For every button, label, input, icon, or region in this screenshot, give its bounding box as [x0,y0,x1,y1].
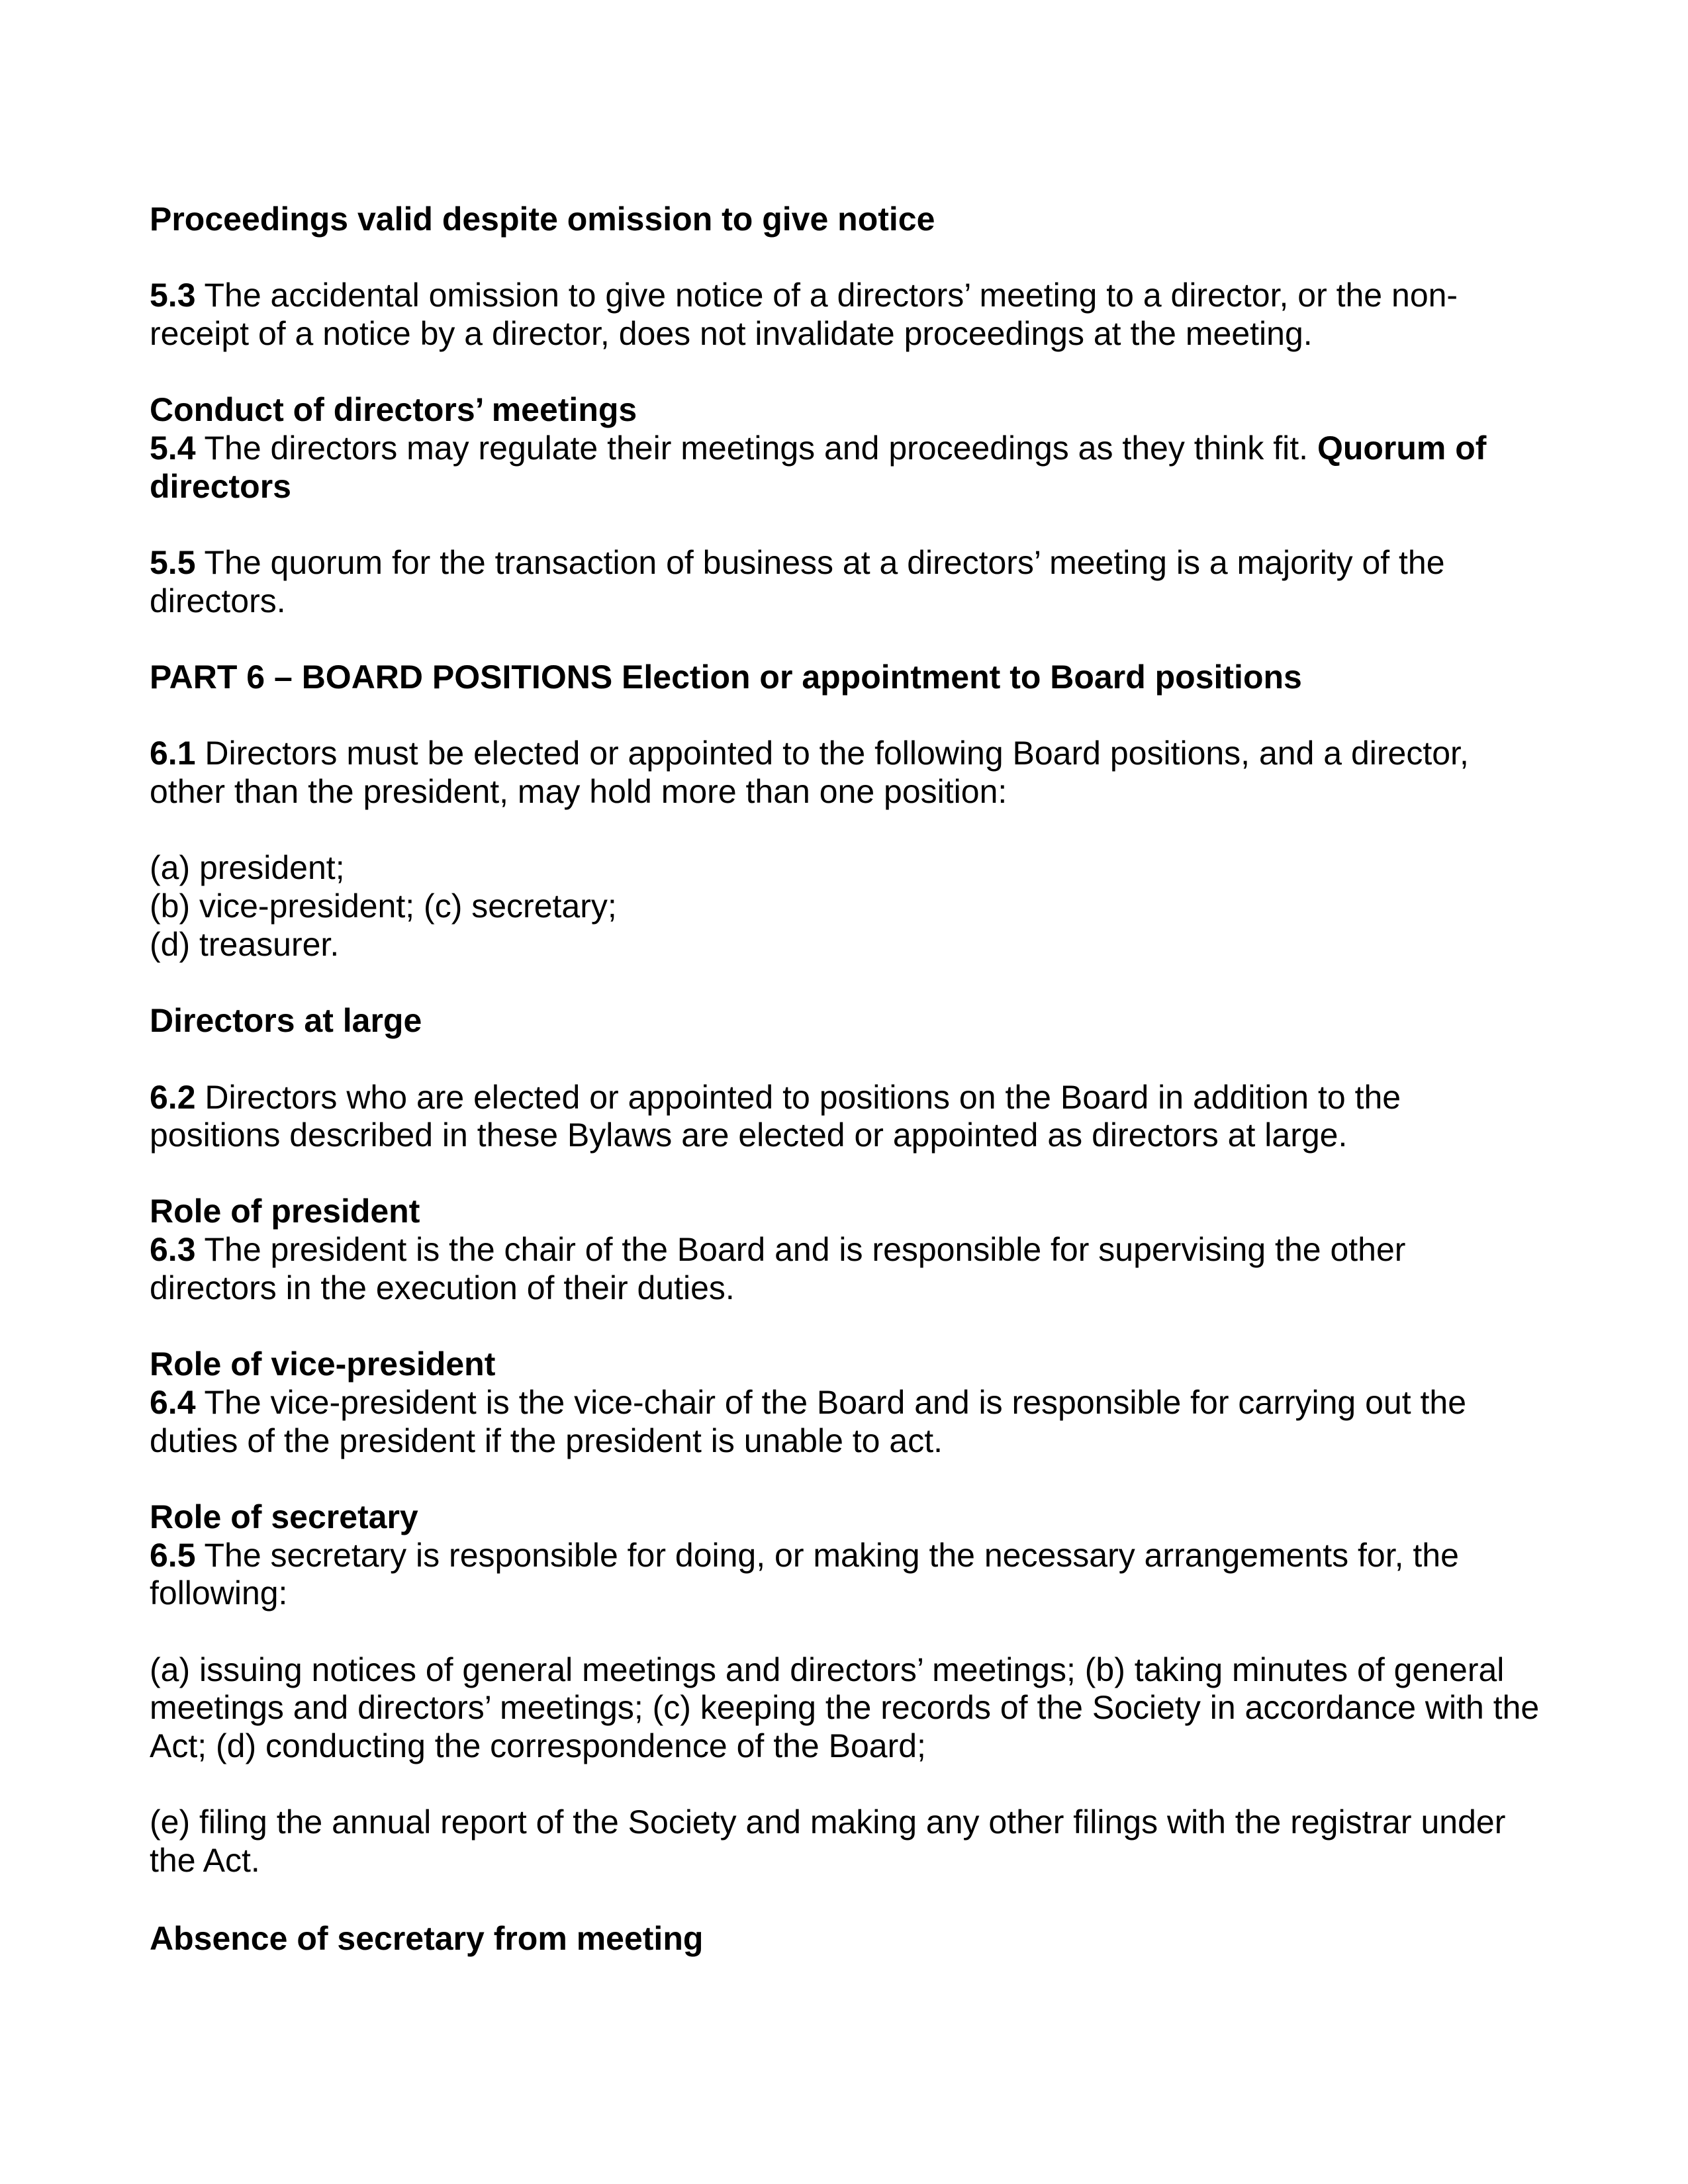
section-text: The directors may regulate their meetings and proceedings as they think fit. [195,430,1317,467]
section-5-5-line-2: directors. [150,582,286,619]
section-6-1-line-2: other than the president, may hold more than one position: [150,773,1008,810]
heading-role-president: Role of president [150,1193,420,1230]
section-text: The secretary is responsible for doing, or making the necessary arrangements for, the [195,1537,1459,1574]
section-text: Directors must be elected or appointed to the following Board positions, and a director, [195,735,1469,772]
secretary-duties-line: (a) issuing notices of general meetings and directors’ meetings; (b) taking minutes of general [150,1651,1505,1688]
secretary-duties-line: Act; (d) conducting the correspondence of the Board; [150,1727,926,1764]
heading-role-vice-president: Role of vice-president [150,1345,496,1383]
list-item: (b) vice-president; (c) secretary; [150,887,617,925]
heading-absence-secretary: Absence of secretary from meeting [150,1920,704,1957]
heading-quorum-continued: directors [150,468,291,505]
section-number: 5.3 [150,277,196,314]
list-item: (a) president; [150,849,345,886]
section-number: 6.3 [150,1231,196,1268]
heading-part-6: PART 6 – BOARD POSITIONS Election or appointment to Board positions [150,659,1302,696]
secretary-duty-e-line: (e) filing the annual report of the Society and making any other filings with the registrar under [150,1803,1506,1841]
section-6-3-line-2: directors in the execution of their duties. [150,1269,735,1306]
section-number: 5.5 [150,544,196,581]
section-6-2-line-1 [150,1078,1401,1116]
section-6-1-line-1 [150,734,1469,772]
section-number: 6.1 [150,735,196,772]
section-number: 5.4 [150,430,196,467]
section-6-4-line-1 [150,1383,1466,1422]
section-5-3-line-2: receipt of a notice by a director, does not invalidate proceedings at the meeting. [150,315,1313,352]
heading-proceedings-valid: Proceedings valid despite omission to give notice [150,201,935,238]
section-6-3-line-1 [150,1230,1405,1269]
heading-directors-at-large: Directors at large [150,1002,422,1039]
section-6-4-line-2: duties of the president if the president is unable to act. [150,1422,943,1459]
list-item: (d) treasurer. [150,926,340,963]
section-6-2-line-2: positions described in these Bylaws are elected or appointed as directors at large. [150,1116,1348,1154]
section-5-3-line-1 [150,276,1458,314]
section-text: The quorum for the transaction of business at a directors’ meeting is a majority of the [195,544,1445,581]
section-number: 6.5 [150,1537,196,1574]
section-5-4-line-1 [150,429,1486,467]
section-text: The accidental omission to give notice of a directors’ meeting to a director, or the non- [195,277,1458,314]
section-6-5-line-2: following: [150,1574,288,1612]
heading-quorum-inline: Quorum of [1317,430,1487,467]
secretary-duties-line: meetings and directors’ meetings; (c) keeping the records of the Society in accordance with the [150,1689,1540,1726]
section-5-5-line-1 [150,543,1445,582]
section-text: The president is the chair of the Board and is responsible for supervising the other [195,1231,1406,1268]
section-text: The vice-president is the vice-chair of the Board and is responsible for carrying out the [195,1384,1467,1421]
heading-role-secretary: Role of secretary [150,1498,418,1535]
section-number: 6.2 [150,1079,196,1116]
section-text: Directors who are elected or appointed to positions on the Board in addition to the [195,1079,1401,1116]
section-number: 6.4 [150,1384,196,1421]
heading-conduct-meetings: Conduct of directors’ meetings [150,391,637,428]
section-6-5-line-1 [150,1536,1459,1574]
secretary-duty-e-line: the Act. [150,1842,260,1879]
